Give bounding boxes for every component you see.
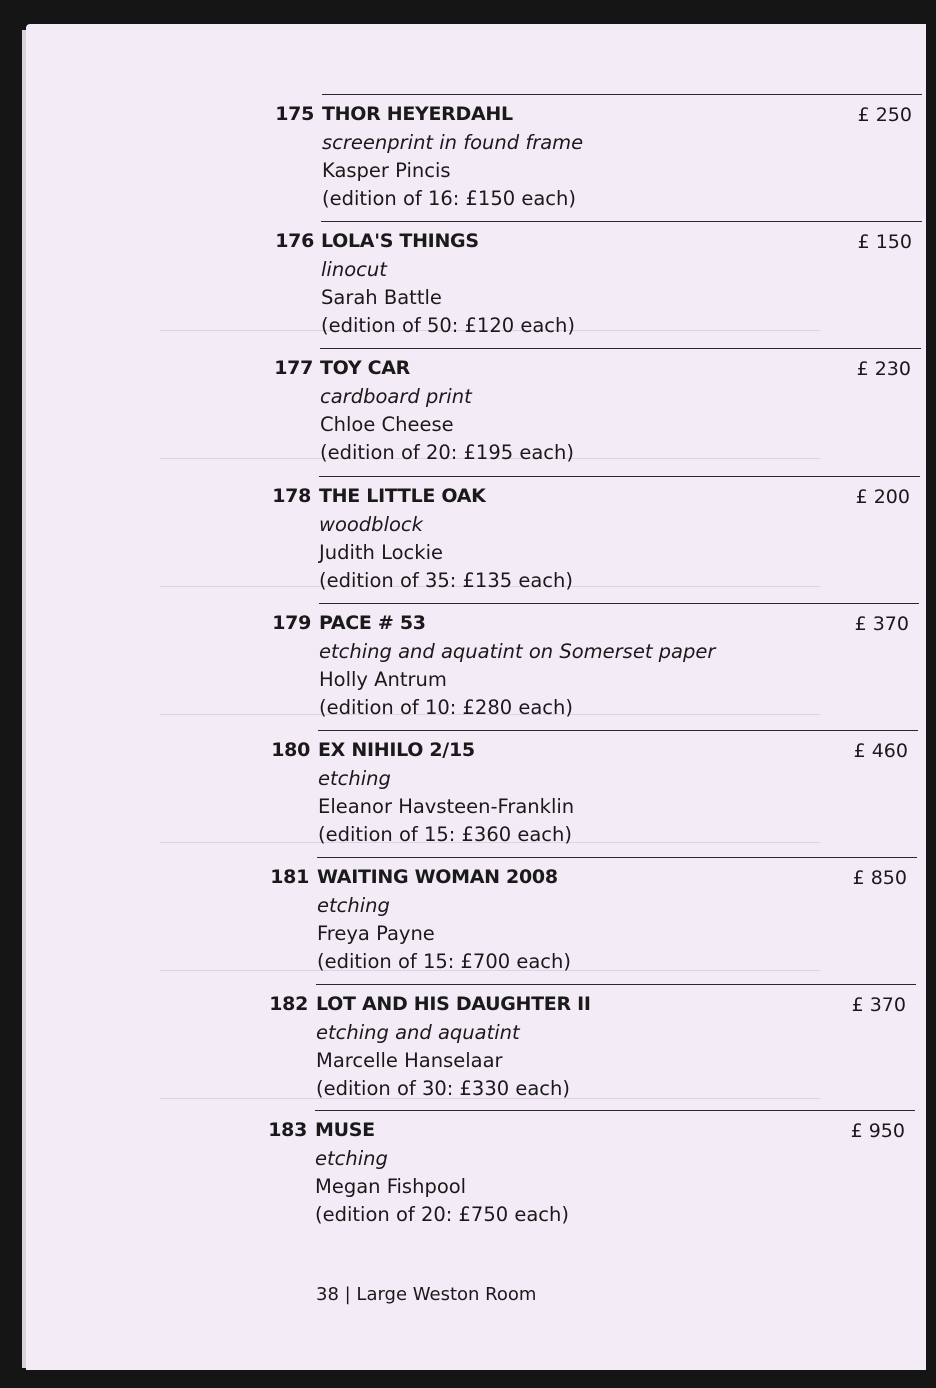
entry-artist: Megan Fishpool xyxy=(315,1175,467,1198)
entry-artist: Kasper Pincis xyxy=(322,159,451,182)
entry-edition: (edition of 15: £700 each) xyxy=(317,950,571,973)
entry-edition: (edition of 16: £150 each) xyxy=(322,187,576,210)
entry-price: £ 850 xyxy=(852,867,907,889)
entry-medium: screenprint in found frame xyxy=(322,131,584,154)
entry-medium: etching xyxy=(318,767,391,790)
entry-title: THE LITTLE OAK xyxy=(319,485,486,507)
catalogue-entry xyxy=(275,221,922,348)
entry-number: 177 xyxy=(274,357,313,379)
catalogue-entry xyxy=(272,603,919,730)
entry-number: 180 xyxy=(271,739,310,761)
entry-edition: (edition of 20: £750 each) xyxy=(315,1203,569,1226)
entry-edition: (edition of 35: £135 each) xyxy=(319,569,573,592)
entry-price: £ 200 xyxy=(855,486,910,508)
entry-title: LOLA'S THINGS xyxy=(321,230,479,252)
entry-edition: (edition of 50: £120 each) xyxy=(321,314,575,337)
entry-number: 183 xyxy=(268,1119,307,1141)
entry-medium: cardboard print xyxy=(320,385,472,408)
entry-edition: (edition of 30: £330 each) xyxy=(316,1077,570,1100)
entry-title: MUSE xyxy=(315,1119,375,1141)
catalogue-entry xyxy=(269,984,916,1111)
catalogue-entry xyxy=(270,857,917,984)
entry-medium: etching and aquatint on Somerset paper xyxy=(319,640,716,663)
entry-price: £ 230 xyxy=(856,358,911,380)
entry-edition: (edition of 10: £280 each) xyxy=(319,696,573,719)
entry-title: PACE # 53 xyxy=(319,612,426,634)
entry-medium: etching and aquatint xyxy=(316,1021,520,1044)
entry-medium: linocut xyxy=(321,258,387,281)
entry-artist: Judith Lockie xyxy=(319,541,443,564)
catalogue-entry xyxy=(275,94,922,221)
entry-price: £ 150 xyxy=(857,231,912,253)
entry-medium: etching xyxy=(315,1147,388,1170)
entry-artist: Holly Antrum xyxy=(319,668,447,691)
entry-edition: (edition of 20: £195 each) xyxy=(320,441,574,464)
entry-number: 181 xyxy=(270,866,309,888)
page-footer: 38 | Large Weston Room xyxy=(316,1284,537,1305)
entry-artist: Marcelle Hanselaar xyxy=(316,1049,503,1072)
catalogue-entry xyxy=(271,730,918,857)
entry-price: £ 370 xyxy=(851,994,906,1016)
entry-title: EX NIHILO 2/15 xyxy=(318,739,475,761)
entry-medium: etching xyxy=(317,894,390,917)
entry-artist: Sarah Battle xyxy=(321,286,442,309)
entry-medium: woodblock xyxy=(319,513,423,536)
entry-number: 178 xyxy=(272,485,311,507)
entry-edition: (edition of 15: £360 each) xyxy=(318,823,572,846)
catalogue-entry xyxy=(272,476,920,603)
entry-artist: Chloe Cheese xyxy=(320,413,454,436)
catalogue-entry xyxy=(268,1110,915,1237)
entry-price: £ 460 xyxy=(853,740,908,762)
entry-price: £ 950 xyxy=(850,1120,905,1142)
catalogue-entry xyxy=(274,348,921,475)
entry-number: 175 xyxy=(275,103,314,125)
entry-artist: Eleanor Havsteen-Franklin xyxy=(318,795,575,818)
entry-title: LOT AND HIS DAUGHTER II xyxy=(316,993,591,1015)
entry-artist: Freya Payne xyxy=(317,922,435,945)
entry-number: 176 xyxy=(275,230,314,252)
entry-title: TOY CAR xyxy=(320,357,410,379)
entry-price: £ 370 xyxy=(854,613,909,635)
entry-number: 179 xyxy=(272,612,311,634)
entry-number: 182 xyxy=(269,993,308,1015)
entry-title: WAITING WOMAN 2008 xyxy=(317,866,558,888)
entry-title: THOR HEYERDAHL xyxy=(322,103,513,125)
entry-price: £ 250 xyxy=(857,104,912,126)
